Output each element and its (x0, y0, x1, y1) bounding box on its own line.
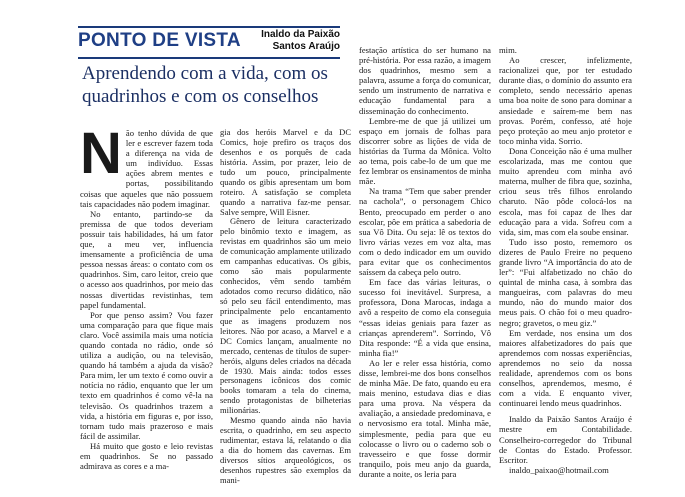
paragraph: festação artística do ser humano na pré-história. Por essa razão, a imagem dos quadrinhos, mesmo sem a palavra, assume a força do comunicar, sendo um instrumento de narrativa e educação fundamental para a disseminação do conhecimento. (359, 45, 491, 116)
header-bottom-rule (78, 57, 340, 59)
paragraph: Por que penso assim? Vou fazer uma comparação para que fique mais claro. Você assimila mais uma notícia quando contada no rádio, onde só utiliza a audição, ou na televisão, quando há também a ajuda da visão? Para mim, ler um texto é como ouvir a notícia no rádio, enquanto que ler um texto em quadrinhos é como vê-la na televisão. Os quadrinhos trazem a vida, a história em figuras e, por isso, tornam tudo mais prazeroso e mais fácil de assimilar. (80, 309, 213, 441)
author-signature: Inaldo da Paixão Santos Araújo é mestre em Contabilidade. Conselheiro-corregedor do Tribunal de Contas do Estado. Professor. Escritor. (499, 414, 632, 465)
paragraph: Ao ler e reler essa história, como disse, lembrei-me dos bons conselhos de minha Mãe. De fato, quando eu era mais menino, estudava dias e dias para uma prova. Na véspera da avaliação, a ansiedade predominava, e o nervosismo era total. Minha mãe, simplesmente, pedia para que eu colocasse o livro ou o caderno sob o travesseiro e que fosse dormir tranquilo, pois meu anjo da guarda, durante a noite, os leria para (359, 357, 491, 479)
paragraph: Mesmo quando ainda não havia escrita, o quadrinho, em seu aspecto rudimentar, estava lá, relatando o dia a dia do homem das cavernas. Em diversos sítios arqueológicos, os desenhos rupestres são exemplos da mani- (220, 415, 351, 485)
author-email: inaldo_paixao@hotmail.com (509, 464, 609, 475)
paragraph-text: ão tenho dúvida de que ler e escrever fazem toda a diferença na vida de um indivíduo. Essas ações abrem mentes e portas, possibilitando coisas que aqueles que não possuem tais capacidades não podem imaginar. (80, 128, 213, 209)
column-4 (499, 45, 632, 475)
paragraph: Dona Conceição não é uma mulher escolarizada, mas me contou que muito aprendeu com minha avó materna, mulher de fibra que, sozinha, criou seus três filhos enrolando charuto. Não pôde colocá-los na escola, mas foi capaz de lhes dar educação para a vida. Sofreu com a vida, sim, mas com ela soube ensinar. (499, 145, 632, 237)
paragraph: Ao crescer, infelizmente, racionalizei que, por ter estudado durante dias, o domínio do assunto era completo, sendo necessário apenas uma boa noite de sono para dominar a ansiedade e saírem-me bem nas provas. Porém, confesso, até hoje peço proteção ao meu anjo protetor e toco minha vida. Sorrio. (499, 55, 632, 146)
paragraph: Na trama “Tem que saber prender na cachola”, o personagem Chico Bento, preocupado em perder o ano escolar, pôe em prática a sabedoria de sua Vô Dita. Ou seja: lê os textos do livro várias vezes em voz alta, mas com o dedo indicador em um ouvido para evitar que os conhecimentos saíssem da cabeça pelo outro. (359, 186, 491, 278)
author-byline (261, 29, 340, 53)
paragraph (80, 121, 213, 209)
column-1 (80, 121, 213, 472)
paragraph: Há muito que gosto e leio revistas em quadrinhos. Se no passado admirava as cores e a ma- (80, 440, 213, 472)
paragraph: No entanto, partindo-se da premissa de que todos deveriam possuir tais habilidades, há um fator que, a meu ver, influencia imensamente a proficiência de uma pessoa nessas áreas: o contato com os quadrinhos. Sim, caro leitor, creio que o acesso aos quadrinhos, por meio das nossas divertidas revistinhas, tem papel fundamental. (80, 208, 213, 310)
drop-cap: N (80, 121, 122, 186)
paragraph: Em face das várias leituras, o sucesso foi inevitável. Surpresa, a professora, Dona Marocas, indaga a avô a respeito de como ela conseguia “essas ideias geniais para fazer as crianças aprenderem”. Sorrindo, Vô Dita responde: “É a vida que ensina, minha fia!” (359, 277, 491, 358)
section-kicker: PONTO DE VISTA (78, 30, 241, 51)
paragraph: mim. (499, 45, 517, 55)
paragraph: Lembre-me de que já utilizei um espaço em jornais de folhas para discorrer sobre as lições de vida de histórias da Turma da Mônica. Volto ao tema, pois cabe-lo de um que me fez lembrar os ensinamentos de minha mãe. (359, 115, 491, 187)
column-3 (359, 45, 491, 479)
paragraph: Em verdade, nos ensina um dos maiores alfabetizadores do país que aprendemos com nossas experiências, aprendemos no seio da nossa realidade, aprendemos com os bons conselhos, aprendemos, mesmo, é com a vida. E enquanto viver, continuarei lendo meus quadrinhos. (499, 327, 632, 409)
column-2 (220, 128, 351, 486)
paragraph: gia dos heróis Marvel e da DC Comics, hoje prefiro os traços dos desenhos e os porquês de cada história. Assim, por prazer, leio de tudo um pouco, principalmente quando os gibis apresentam um bom roteiro. A satisfação se completa quando a narrativa faz-me pensar. Salve sempre, Will Eisner. (220, 127, 351, 217)
author-name-line1: Inaldo da Paixão (261, 29, 340, 40)
author-name-line2: Santos Araújo (272, 41, 340, 52)
article-header (78, 28, 340, 58)
headline: Aprendendo com a vida, com os quadrinhos e com os conselhos (82, 63, 328, 107)
paragraph: Gênero de leitura caracterizado pelo binômio texto e imagem, as revistas em quadrinhos são um meio de comunicação amplamente utilizado em campanhas educativas. Os gibis, como são mais popularmente conhecidos, vêm sendo também adotados como recurso didático, não só pelo seu fácil entendimento, mas principalmente pelo encantamento que as imagens produzem nos leitores. Não por acaso, a Marvel e a DC Comics lançam, anualmente no mercado, centenas de títulos de super-heróis, alguns deles criados na década de 1930. Mais ainda: todos esses personagens icônicos dos comic books tomaram a tela do cinema, sendo protagonistas de bilheterias milionárias. (220, 216, 351, 416)
paragraph: Tudo isso posto, rememoro os dizeres de Paulo Freire no pequeno grande livro “A importância do ato de ler”: “Fui alfabetizado no chão do quintal de minha casa, à sombra das mangueiras, com palavras do meu mundo, não do mundo maior dos meus pais. O chão foi o meu quadro-negro; gravetos, o meu giz.” (499, 236, 632, 328)
